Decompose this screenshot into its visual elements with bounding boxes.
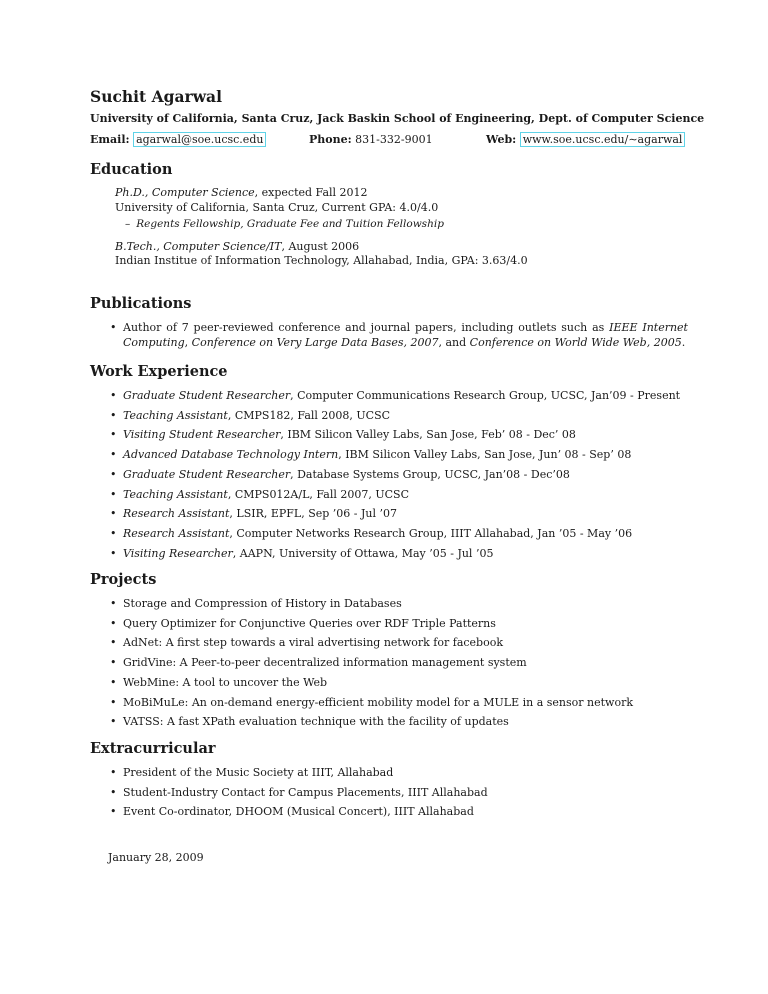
- list-item: • VATSS: A fast XPath evaluation technique with the facility of updates: [108, 712, 690, 732]
- phone-contact: [309, 133, 433, 146]
- work-section: [90, 362, 690, 563]
- list-item: • AdNet: A first step towards a viral advertising network for facebook: [108, 633, 690, 653]
- list-item: • MoBiMuLe: An on-demand energy-efficient mobility model for a MULE in a sensor network: [108, 693, 690, 713]
- list-item: • Storage and Compression of History in Databases: [108, 594, 690, 614]
- job-detail: , LSIR, EPFL, Sep ’06 - Jul ’07: [229, 507, 397, 521]
- job-detail: , IBM Silicon Valley Labs, San Jose, Jun’ 08 - Sep’ 08: [338, 448, 632, 462]
- projects-section: [90, 570, 690, 732]
- web-link[interactable]: www.soe.ucsc.edu/∼agarwal: [520, 132, 686, 147]
- email-label: Email:: [90, 133, 130, 146]
- contact-row: [90, 133, 690, 151]
- projects-heading: Projects: [90, 571, 157, 588]
- phone-value: 831-332-9001: [355, 133, 433, 146]
- list-item: [108, 465, 690, 485]
- job-role: Teaching Assistant: [123, 408, 228, 422]
- projects-list: [90, 594, 690, 732]
- job-role: Teaching Assistant: [123, 487, 228, 501]
- job-detail: , Computer Communications Research Group, UCSC, Jan’09 - Present: [290, 389, 681, 402]
- extracurricular-list: [90, 763, 690, 822]
- job-detail: , Computer Networks Research Group, IIIT Allahabad, Jan ’05 - May ’06: [229, 526, 633, 540]
- phd-school: University of California, Santa Cruz, Current GPA: 4.0/4.0: [115, 200, 439, 214]
- list-item: [108, 386, 690, 406]
- job-role: Visiting Student Researcher: [123, 428, 281, 442]
- job-role: Visiting Researcher: [123, 546, 233, 560]
- extracurricular-heading: Extracurricular: [90, 740, 216, 757]
- document-date: January 28, 2009: [108, 851, 204, 864]
- work-heading: Work Experience: [90, 363, 228, 380]
- job-role: Graduate Student Researcher: [123, 389, 291, 402]
- list-item: [108, 406, 690, 426]
- phd-line: [115, 186, 690, 201]
- award-dash: –: [125, 218, 131, 230]
- candidate-name: Suchit Agarwal: [90, 87, 222, 106]
- job-detail: , CMPS182, Fall 2008, UCSC: [227, 408, 391, 422]
- web-label: Web:: [486, 133, 517, 146]
- work-list: [90, 386, 690, 563]
- list-item: • Author of 7 peer-reviewed conference and journal papers, including outlets such as IEEE Internet Computing, Conference on Very Large Data Bases, 2007, and Conference on World Wide Web, 2005.: [108, 320, 688, 350]
- btech-line: [115, 240, 690, 255]
- job-detail: , AAPN, University of Ottawa, May ’05 - Jul ’05: [232, 546, 494, 560]
- list-item: [108, 524, 690, 544]
- list-item: • WebMine: A tool to uncover the Web: [108, 673, 690, 693]
- list-item: • Event Co-ordinator, DHOOM (Musical Concert), IIIT Allahabad: [108, 802, 690, 822]
- list-item: • GridVine: A Peer-to-peer decentralized information management system: [108, 653, 690, 673]
- affiliation: University of California, Santa Cruz, Jack Baskin School of Engineering, Dept. of Computer Science: [90, 112, 705, 125]
- extracurricular-section: [90, 739, 690, 822]
- list-item: • Student-Industry Contact for Campus Placements, IIIT Allahabad: [108, 783, 690, 803]
- list-item: • Query Optimizer for Conjunctive Queries over RDF Triple Patterns: [108, 614, 690, 634]
- publications-heading: Publications: [90, 295, 192, 312]
- btech-school: Indian Institue of Information Technology, Allahabad, India, GPA: 3.63/4.0: [115, 254, 528, 267]
- job-role: Research Assistant: [123, 507, 230, 521]
- job-role: Graduate Student Researcher: [123, 467, 291, 481]
- phd-awards: [115, 217, 690, 232]
- list-item: [108, 504, 690, 524]
- job-role: Research Assistant: [123, 526, 230, 540]
- venue-www: Conference on World Wide Web, 2005: [469, 336, 682, 349]
- phd-award-text: Regents Fellowship, Graduate Fee and Tuition Fellowship: [136, 218, 444, 230]
- web-contact: [486, 133, 685, 146]
- education-section: [90, 160, 690, 269]
- list-item: [108, 445, 690, 465]
- job-role: Advanced Database Technology Intern: [123, 448, 339, 462]
- job-detail: , IBM Silicon Valley Labs, San Jose, Feb’ 08 - Dec’ 08: [280, 428, 576, 442]
- list-item: [108, 485, 690, 505]
- phd-degree: Ph.D., Computer Science: [115, 186, 255, 199]
- email-contact: [90, 133, 266, 146]
- resume-page: [90, 86, 705, 819]
- job-detail: , CMPS012A/L, Fall 2007, UCSC: [227, 487, 409, 501]
- phone-label: Phone:: [309, 133, 352, 146]
- list-item: [108, 544, 690, 564]
- list-item: [108, 425, 690, 445]
- email-link[interactable]: agarwal@soe.ucsc.edu: [133, 132, 266, 147]
- venue-ieee: IEEE Internet Computing: [123, 321, 688, 349]
- phd-date: , expected Fall 2012: [254, 186, 368, 199]
- education-heading: Education: [90, 161, 173, 178]
- btech-degree: B.Tech., Computer Science/IT: [115, 239, 282, 253]
- venue-vldb: Conference on Very Large Data Bases, 2007: [191, 336, 439, 349]
- list-item: • President of the Music Society at IIIT, Allahabad: [108, 763, 690, 783]
- job-detail: , Database Systems Group, UCSC, Jan’08 - Dec’08: [290, 467, 570, 481]
- btech-date: , August 2006: [281, 239, 360, 253]
- publications-section: [90, 294, 690, 350]
